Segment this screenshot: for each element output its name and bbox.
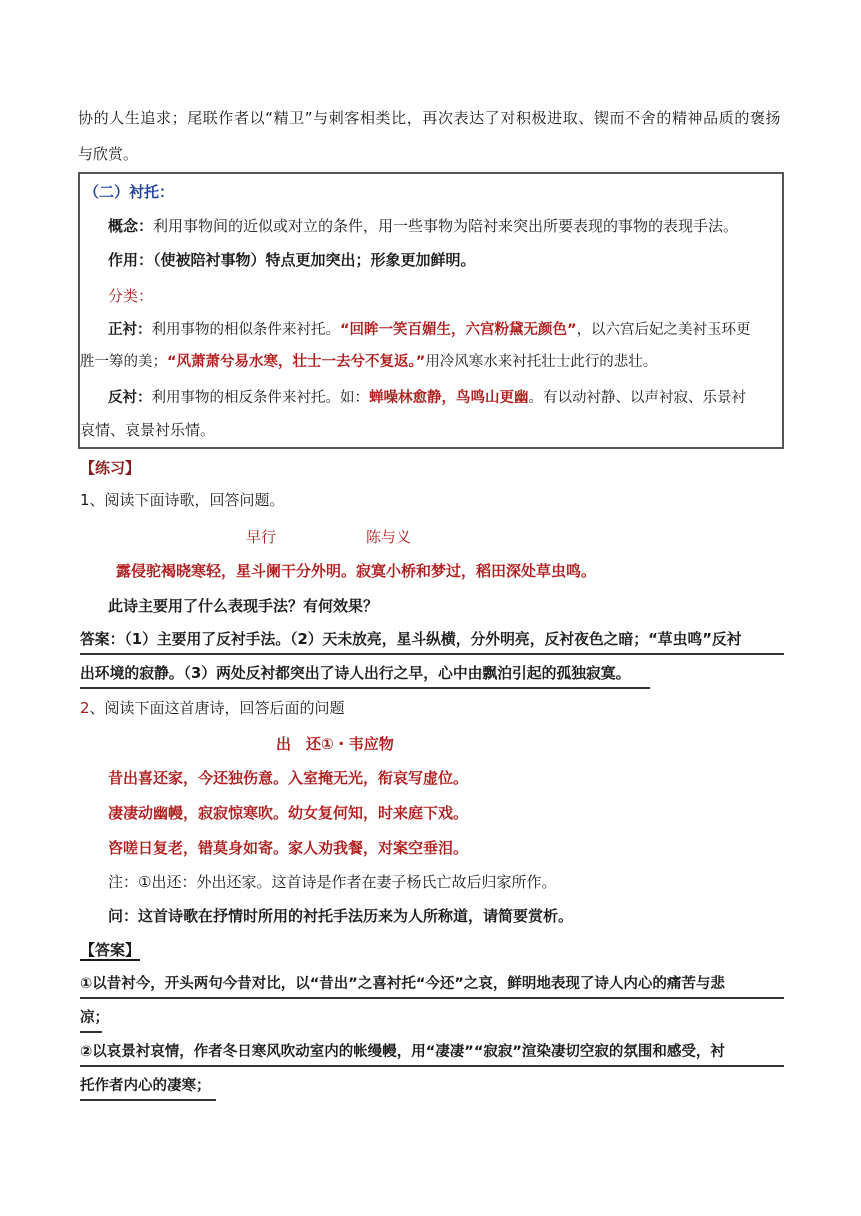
intro-line-1: 协的人生追求；尾联作者以“精卫”与刺客相类比，再次表达了对积极进取、锲而不舍的精神品质的褒扬 (78, 109, 782, 127)
practice-heading: 【练习】 (80, 459, 141, 477)
answer-2-underline-2 (80, 1031, 102, 1033)
concept-text: 利用事物间的近似或对立的条件，用一些事物为陪衬来突出所要表现的事物的表现手法。 (153, 217, 739, 235)
fan-quote: 蝉噪林愈静，鸟鸣山更幽 (369, 390, 529, 406)
answer-1-line-2: 出环境的寂静。（3）两处反衬都突出了诗人出行之早，心中由飘泊引起的孤独寂寞。 (80, 665, 631, 682)
zheng-line-2 (80, 352, 657, 372)
fan-label: 反衬： (108, 390, 152, 406)
zheng-line-2a: 胜一筹的美； (80, 354, 167, 370)
concept-line (108, 216, 738, 236)
fan-line-2: 哀情、哀景衬乐情。 (80, 421, 216, 439)
answer-2-item-2-line-2: 托作者内心的凄寒； (80, 1078, 211, 1094)
answer-1-line-1: 答案：（1）主要用了反衬手法。（2）天未放亮，星斗纵横，分外明亮，反衬夜色之暗；“草虫鸣”反衬 (80, 631, 742, 648)
fan-text-2: 。有以动衬静、以声衬寂、乐景衬 (528, 390, 746, 406)
zheng-line-1 (108, 320, 751, 340)
effect-label: 作用： (108, 251, 154, 269)
zheng-line-2b: 用冷风寒水来衬托壮士此行的悲壮。 (425, 354, 658, 370)
poem-2-line-1: 昔出喜还家，今还独伤意。入室掩无光，衔哀写虚位。 (108, 769, 469, 787)
question-2-number: 2 (80, 699, 90, 717)
zheng-text-2: ，以六宫后妃之美衬玉环更 (576, 322, 751, 338)
answer-1-underline-1 (80, 653, 784, 655)
answer-2-underline-3 (80, 1065, 784, 1067)
poem-2-line-2: 凄凄动幽幔，寂寂惊寒吹。幼女复何知，时来庭下戏。 (108, 804, 469, 822)
answer-2-underline-1 (80, 997, 784, 999)
box-heading: （二）衬托： (84, 183, 175, 201)
effect-line (108, 250, 476, 270)
answer-2-underline-4 (80, 1099, 216, 1101)
poem-1-text: 露侵驼褐晓寒轻，星斗阑干分外明。寂寞小桥和梦过，稻田深处草虫鸣。 (116, 562, 597, 580)
effect-text: （使被陪衬事物）特点更加突出；形象更加鲜明。 (153, 251, 476, 269)
poem-2-title: 出 还①・韦应物 (276, 735, 394, 753)
category-label: 分类： (108, 287, 154, 305)
poem-1-title: 早行 (246, 528, 277, 546)
question-2-intro (80, 698, 345, 718)
poem-1-author: 陈与义 (366, 528, 412, 546)
answer-2-item-2-line-1: ②以哀景衬哀情，作者冬日寒风吹动室内的帐缦幔，用“凄凄”“寂寂”渲染凄切空寂的氛围和感受，衬 (80, 1044, 725, 1060)
answer-1-underline-2 (80, 687, 650, 689)
intro-line-2: 与欣赏。 (78, 145, 139, 163)
poem-2-note: 注：①出还：外出还家。这首诗是作者在妻子杨氏亡故后归家所作。 (108, 873, 557, 891)
poem-2-line-3: 咨嗟日复老，错莫身如寄。家人劝我餐，对案空垂泪。 (108, 839, 469, 857)
question-2-text: 、阅读下面这首唐诗，回答后面的问题 (89, 699, 345, 717)
answer-heading: 【答案】 (80, 941, 141, 959)
zheng-label: 正衬： (108, 322, 152, 338)
zheng-text-1: 利用事物的相似条件来衬托。 (151, 322, 340, 338)
fan-line-1 (108, 388, 746, 408)
fan-text-1: 利用事物的相反条件来衬托。如： (151, 390, 369, 406)
answer-2-item-1-line-1: ①以昔衬今，开头两句今昔对比，以“昔出”之喜衬托“今还”之哀，鲜明地表现了诗人内心的痛苦与悲 (80, 976, 725, 992)
question-1: 此诗主要用了什么表现手法？有何效果？ (108, 597, 379, 615)
question-2: 问：这首诗歌在抒情时所用的衬托手法历来为人所称道，请简要赏析。 (108, 907, 574, 925)
concept-label: 概念： (108, 217, 154, 235)
zheng-quote-1: “回眸一笑百媚生，六宫粉黛无颜色” (340, 322, 577, 338)
question-1-intro: 1、阅读下面诗歌，回答问题。 (80, 491, 285, 509)
zheng-quote-2: “风萧萧兮易水寒，壮士一去兮不复返。” (167, 354, 426, 370)
answer-2-item-1-line-2: 凉； (80, 1010, 109, 1026)
